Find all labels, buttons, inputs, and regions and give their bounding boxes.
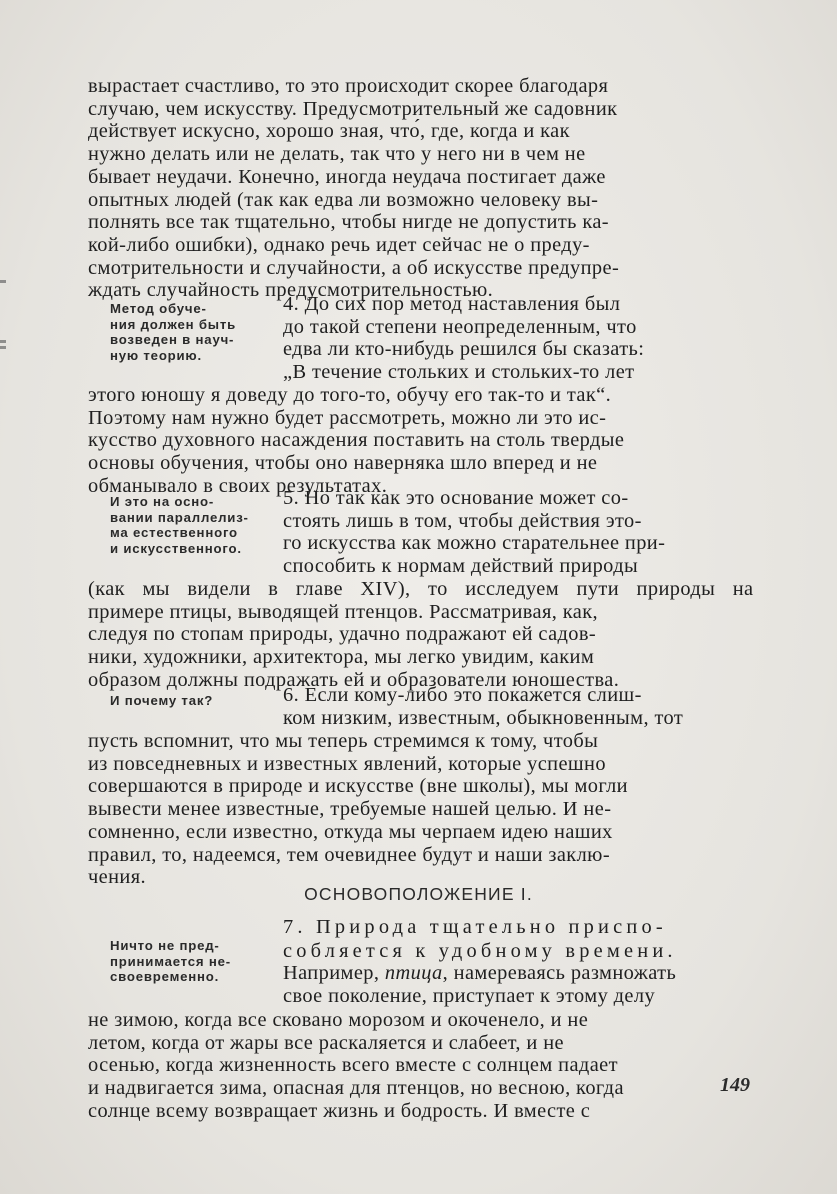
text-line: совершаются в природе и искусстве (вне школы), мы могли bbox=[88, 775, 628, 797]
text-line: действует искусно, хорошо зная, что́, где, когда и как bbox=[88, 120, 570, 142]
margin-note-line: возведен в науч- bbox=[110, 332, 235, 347]
margin-note-line: ную теорию. bbox=[110, 347, 202, 363]
margin-note-line: и искусственного. bbox=[110, 540, 242, 556]
text-line: этого юношу я доведу до того-то, обучу его так-то и так“. bbox=[88, 384, 612, 406]
margin-note-line: своевременно. bbox=[110, 969, 220, 984]
section-7-line-1: 7. Природа тщательно приспо- bbox=[283, 916, 667, 938]
page-number: 149 bbox=[720, 1074, 750, 1096]
text-line: следуя по стопам природы, удачно подражают ей садов- bbox=[88, 623, 597, 645]
text-line: образом должны подражать ей и образователи юношества. bbox=[88, 669, 620, 691]
section-7-line-3: Например, птица, намереваясь размножать bbox=[283, 962, 677, 984]
text-line: едва ли кто-нибудь решился бы сказать: bbox=[283, 338, 645, 360]
section-7-line-4: свое поколение, приступает к этому делу bbox=[283, 985, 656, 1007]
text-line: сомненно, если известно, откуда мы черпаем идею наших bbox=[88, 821, 613, 843]
text-line: 6. Если кому-либо это покажется слиш- bbox=[283, 684, 642, 706]
section-heading: ОСНОВОПОЛОЖЕНИЕ I. bbox=[304, 884, 533, 904]
margin-note-line: И это на осно- bbox=[110, 494, 215, 509]
text-line: пусть вспомнит, что мы теперь стремимся к тому, чтобы bbox=[88, 730, 599, 752]
text-line: полнять все так тщательно, чтобы нигде не допустить ка- bbox=[88, 211, 609, 233]
text-line: примере птицы, выводящей птенцов. Рассматривая, как, bbox=[88, 601, 598, 623]
text-line: (как мы видели в главе XIV), то исследуем пути природы на bbox=[88, 578, 754, 600]
text-line: опытных людей (так как едва ли возможно человеку вы- bbox=[88, 189, 599, 211]
text-line: нужно делать или не делать, так что у него ни в чем не bbox=[88, 143, 586, 165]
text-line: чения. bbox=[88, 866, 147, 888]
text-line: случаю, чем искусству. Предусмотрительный же садовник bbox=[88, 98, 618, 120]
text-line: не зимою, когда все сковано морозом и окоченело, и не bbox=[88, 1009, 589, 1031]
margin-note-line: вании параллелиз- bbox=[110, 509, 249, 525]
margin-note-section-4 bbox=[110, 301, 270, 363]
text-line: бывает неудачи. Конечно, иногда неудача постигает даже bbox=[88, 166, 606, 188]
margin-note-line: Метод обуче- bbox=[110, 301, 207, 316]
text-line: до такой степени неопределенным, что bbox=[283, 316, 637, 338]
margin-note-section-5 bbox=[110, 494, 270, 556]
text-line: основы обучения, чтобы оно наверняка шло вперед и не bbox=[88, 452, 598, 474]
text-line: 5. Но так как это основание может со- bbox=[283, 487, 629, 509]
text-line: ждать случайность предусмотрительностью. bbox=[88, 279, 494, 301]
text-line: стоять лишь в том, чтобы действия это- bbox=[283, 510, 642, 532]
text-line: кой-либо ошибки), однако речь идет сейчас не о преду- bbox=[88, 234, 590, 256]
text-line: ники, художники, архитектора, мы легко увидим, каким bbox=[88, 646, 595, 668]
margin-note-line: И почему так? bbox=[110, 693, 214, 708]
emphasis-word: птица bbox=[384, 962, 443, 984]
text-line: и надвигается зима, опасная для птенцов, но весною, когда bbox=[88, 1077, 624, 1099]
text-line: „В течение стольких и стольких-то лет bbox=[283, 361, 635, 383]
text-line: смотрительности и случайности, а об искусстве предупре- bbox=[88, 257, 620, 279]
text-line: ком низким, известным, обыкновенным, тот bbox=[283, 707, 684, 729]
section-7-line-2: собляется к удобному времени. bbox=[283, 940, 677, 962]
text-line: кусство духовного насаждения поставить на столь твердые bbox=[88, 429, 625, 451]
text-line: вырастает счастливо, то это происходит скорее благодаря bbox=[88, 75, 609, 97]
margin-note-line: ма естественного bbox=[110, 525, 238, 540]
text-line: правил, то, надеемся, тем очевиднее будут и наши заклю- bbox=[88, 844, 611, 866]
text-line: способить к нормам действий природы bbox=[283, 555, 639, 577]
margin-note-line: ния должен быть bbox=[110, 316, 237, 332]
margin-note-section-6 bbox=[110, 693, 270, 709]
text-line: го искусства как можно старательнее при- bbox=[283, 532, 666, 554]
margin-note-line: Ничто не пред- bbox=[110, 938, 220, 953]
text-line: вывести менее известные, требуемые нашей целью. И не- bbox=[88, 798, 612, 820]
text-line: обманывало в своих результатах. bbox=[88, 475, 388, 497]
margin-note-line: принимается не- bbox=[110, 953, 231, 969]
text-line: солнце всему возвращает жизнь и бодрость. И вместе с bbox=[88, 1100, 591, 1122]
text-line: 4. До сих пор метод наставления был bbox=[283, 293, 621, 315]
text-line: осенью, когда жизненность всего вместе с солнцем падает bbox=[88, 1054, 618, 1076]
margin-note-section-7 bbox=[110, 938, 270, 985]
page-edge-marks bbox=[0, 280, 8, 400]
text-line: летом, когда от жары все раскаляется и слабеет, и не bbox=[88, 1032, 564, 1054]
text-line: Поэтому нам нужно будет рассмотреть, можно ли это ис- bbox=[88, 407, 607, 429]
text-line: из повседневных и известных явлений, которые успешно bbox=[88, 753, 606, 775]
